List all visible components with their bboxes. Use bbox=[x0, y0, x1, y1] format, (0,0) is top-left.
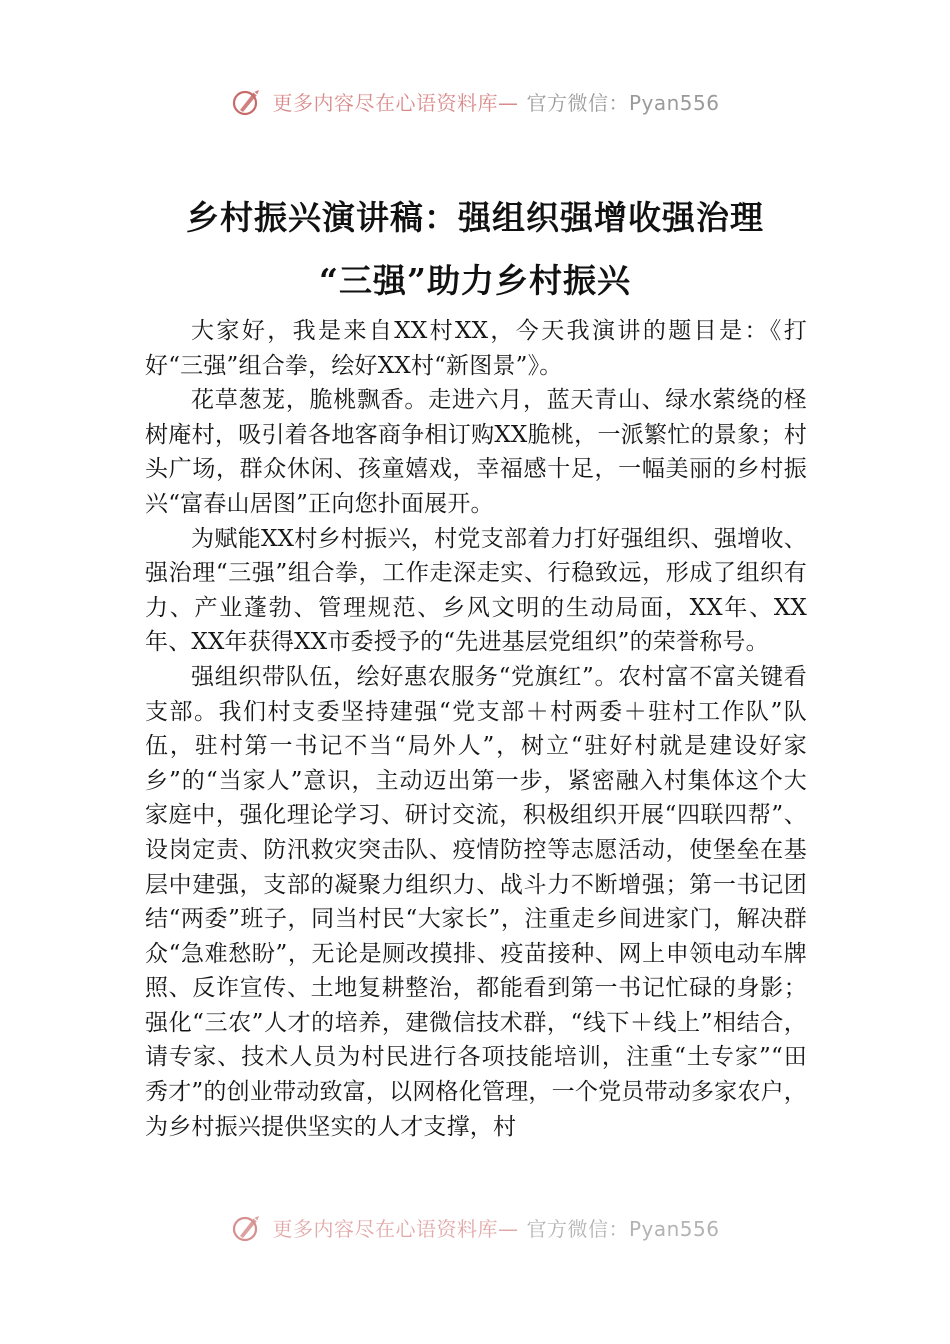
watermark-header bbox=[0, 84, 950, 118]
pen-nib-logo-icon bbox=[230, 84, 264, 118]
watermark-text: 更多内容尽在心语资料库— bbox=[272, 1216, 519, 1241]
paragraph: 强组织带队伍，绘好惠农服务“党旗红”。农村富不富关键看支部。我们村支委坚持建强“党支部＋村两委＋驻村工作队”队伍，驻村第一书记不当“局外人”，树立“驻好村就是建设好家乡”的“当家人”意识，主动迈出第一步，紧密融入村集体这个大家庭中，强化理论学习、研讨交流，积极组织开展“四联四帮”、设岗定责、防汛救灾突击队、疫情防控等志愿活动，使堡垒在基层中建强，支部的凝聚力组织力、战斗力不断增强；第一书记团结“两委”班子，同当村民“大家长”，注重走乡间进家门，解决群众“急难愁盼”，无论是厕改摸排、疫苗接种、网上申领电动车牌照、反诈宣传、土地复耕整治，都能看到第一书记忙碌的身影；强化“三农”人才的培养，建微信技术群，“线下＋线上”相结合，请专家、技术人员为村民进行各项技能培训，注重“土专家”“田秀才”的创业带动致富，以网格化管理，一个党员带动多家农户，为乡村振兴提供坚实的人才支撑，村 bbox=[145, 663, 807, 1140]
pen-nib-logo-icon bbox=[230, 1210, 264, 1244]
watermark-text: 更多内容尽在心语资料库— bbox=[272, 90, 519, 115]
watermark-wechat: 官方微信：Pyan556 bbox=[526, 90, 720, 115]
watermark-footer bbox=[0, 1210, 950, 1244]
document-title-line2: “三强”助力乡村振兴 bbox=[319, 261, 631, 300]
watermark-wechat: 官方微信：Pyan556 bbox=[526, 1216, 720, 1241]
document-body bbox=[145, 314, 807, 1220]
paragraph: 为赋能XX村乡村振兴，村党支部着力打好强组织、强增收、强治理“三强”组合拳，工作走深走实、行稳致远，形成了组织有力、产业蓬勃、管理规范、乡风文明的生动局面，XX年、XX年、XX年获得XX市委授予的“先进基层党组织”的荣誉称号。 bbox=[145, 525, 807, 656]
document-title-line1: 乡村振兴演讲稿：强组织强增收强治理 bbox=[186, 198, 764, 237]
paragraph: 花草葱茏，脆桃飘香。走进六月，蓝天青山、绿水萦绕的柽树庵村，吸引着各地客商争相订购XX脆桃，一派繁忙的景象；村头广场，群众休闲、孩童嬉戏，幸福感十足，一幅美丽的乡村振兴“富春山居图”正向您扑面展开。 bbox=[145, 387, 807, 517]
paragraph: 大家好，我是来自XX村XX，今天我演讲的题目是：《打好“三强”组合拳，绘好XX村“新图景”》。 bbox=[145, 318, 807, 379]
